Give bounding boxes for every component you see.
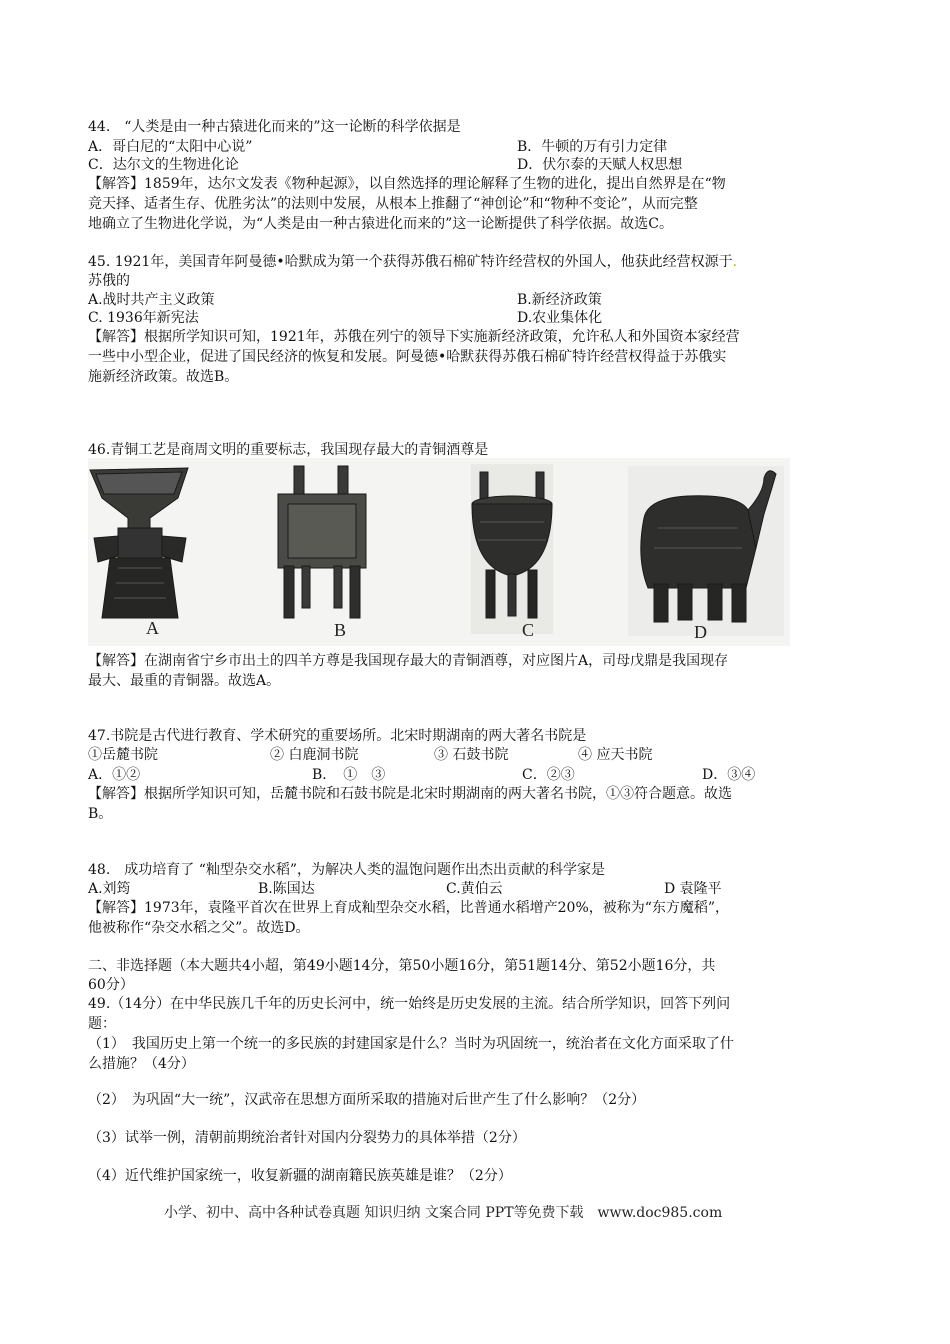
vessel-b-square-ding-image	[278, 466, 366, 618]
vessel-a-zun-image	[90, 468, 188, 618]
q47-answer-line-1: 【解答】根据所学知识可知，岳麓书院和石鼓书院是北宋时期湖南的两大著名书院，①③符合题意。故选	[88, 786, 732, 802]
q44-stem: 44. “人类是由一种古猿进化而来的”这一论断的科学依据是	[88, 119, 461, 135]
q48-stem: 48. 成功培育了 “籼型杂交水稻”，为解决人类的温饱问题作出杰出贡献的科学家是	[88, 862, 606, 878]
section-2-heading-line-2: 60分）	[88, 977, 134, 993]
q45-answer-line-1: 【解答】根据所学知识可知，1921年，苏俄在列宁的领导下实施新经济政策，允许私人和外国资本家经营	[88, 329, 740, 345]
q46-answer-line-1: 【解答】在湖南省宁乡市出土的四羊方尊是我国现存最大的青铜酒尊，对应图片A，司母戊鼎是我国现存	[88, 653, 729, 669]
vessel-label-a: A	[146, 618, 159, 638]
q47-option-b: B． ① ③	[312, 767, 386, 783]
q47-option-c: C．②③	[522, 767, 575, 783]
q49-part-1-line-2: 么措施？（4分）	[88, 1056, 195, 1072]
q44-option-c: C．达尔文的生物进化论	[88, 157, 239, 173]
vessel-c-round-ding-image	[471, 464, 553, 634]
q44-answer-line-3: 地确立了生物进化学说，为“人类是由一种古猿进化而来的”这一论断提供了科学依据。故选C。	[88, 216, 674, 232]
q48-option-d: D 袁隆平	[664, 881, 722, 897]
vessel-label-d: D	[694, 622, 707, 642]
yellow-dot-mark: .	[732, 254, 738, 270]
page-footer: 小学、初中、高中各种试卷真题 知识归纳 文案合同 PPT等免费下载 www.doc985.com	[164, 1205, 723, 1221]
q45-option-a: A.战时共产主义政策	[88, 292, 215, 308]
q47-item-4: ④ 应天书院	[578, 747, 653, 763]
q48-answer-line-2: 他被称作“杂交水稻之父”。故选D。	[88, 920, 310, 936]
q45-stem-line-2: 苏俄的	[88, 273, 130, 289]
vessel-label-b: B	[334, 620, 347, 640]
q44-option-d: D．伏尔泰的天赋人权思想	[517, 157, 683, 173]
q45-stem-line-1: 45. 1921年，美国青年阿曼德•哈默成为第一个获得苏俄石棉矿特许经营权的外国人，他获此经营权源于.	[88, 254, 738, 270]
q48-option-a: A.刘筠	[88, 881, 131, 897]
q49-stem-line-1: 49.（14分）在中华民族几千年的历史长河中，统一始终是历史发展的主流。结合所学知识，回答下列问	[88, 996, 731, 1012]
q44-option-b: B．牛顿的万有引力定律	[517, 139, 668, 155]
q44-option-a: A．哥白尼的“太阳中心说”	[88, 139, 253, 155]
q49-part-2: （2） 为巩固“大一统”，汉武帝在思想方面所采取的措施对后世产生了什么影响？（2分）	[88, 1092, 646, 1108]
q46-answer-line-2: 最大、最重的青铜器。故选A。	[88, 673, 281, 689]
q47-option-d: D．③④	[702, 767, 756, 783]
q45-option-b: B.新经济政策	[517, 292, 602, 308]
q45-option-c: C. 1936年新宪法	[88, 310, 199, 326]
q48-option-b: B.陈国达	[258, 881, 315, 897]
q45-option-d: D.农业集体化	[517, 310, 603, 326]
q47-answer-line-2: B。	[88, 806, 113, 822]
q45-answer-line-2: 一些中小型企业，促进了国民经济的恢复和发展。阿曼德•哈默获得苏俄石棉矿特许经营权得益于苏俄实	[88, 349, 727, 365]
q47-option-a: A．①②	[88, 767, 141, 783]
q44-answer-line-1: 【解答】1859年，达尔文发表《物种起源》，以自然选择的理论解释了生物的进化，提出自然界是在“物	[88, 176, 726, 192]
q48-answer-line-1: 【解答】1973年，袁隆平首次在世界上育成籼型杂交水稻，比普通水稻增产20%，被称为“东方魔稻”，	[88, 900, 730, 916]
vessel-d-elephant-zun-image	[628, 466, 784, 636]
q47-item-3: ③ 石鼓书院	[434, 747, 509, 763]
q47-stem: 47.书院是古代进行教育、学术研究的重要场所。北宋时期湖南的两大著名书院是	[88, 728, 587, 744]
q47-item-1: ①岳麓书院	[88, 747, 158, 763]
section-2-heading-line-1: 二、非选择题（本大题共4小超，第49小题14分，第50小题16分，第51题14分、第52小题16分，共	[88, 958, 716, 974]
q49-stem-line-2: 题：	[88, 1016, 116, 1032]
q49-part-1-line-1: （1） 我国历史上第一个统一的多民族的封建国家是什么？当时为巩固统一，统治者在文化方面采取了什	[88, 1036, 734, 1052]
vessel-label-c: C	[522, 620, 535, 640]
q49-part-4: （4）近代维护国家统一，收复新疆的湖南籍民族英雄是谁？（2分）	[88, 1168, 512, 1184]
q47-item-2: ② 白鹿洞书院	[270, 747, 359, 763]
bronze-vessels-image	[88, 458, 790, 646]
q49-part-3: （3）试举一例，清朝前期统治者针对国内分裂势力的具体举措（2分）	[88, 1130, 526, 1146]
q46-stem: 46.青铜工艺是商周文明的重要标志，我国现存最大的青铜酒尊是	[88, 442, 489, 458]
q45-answer-line-3: 施新经济政策。故选B。	[88, 369, 239, 385]
q48-option-c: C.黄伯云	[446, 881, 503, 897]
q44-answer-line-2: 竞天择、适者生存、优胜劣汰”的法则中发展，从根本上推翻了“神创论”和“物种不变论”，从而完整	[88, 196, 698, 212]
